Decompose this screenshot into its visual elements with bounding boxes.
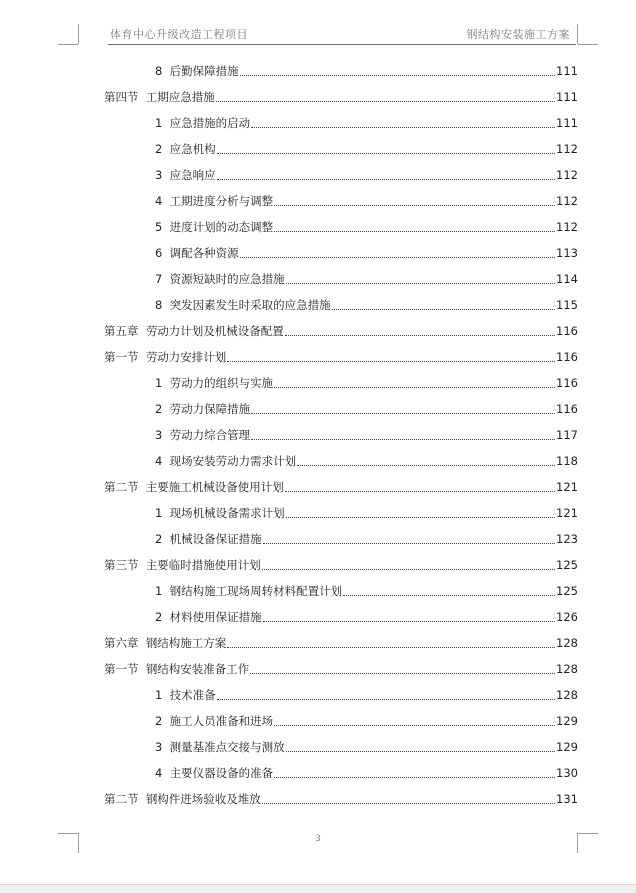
toc-entry-page: 117 — [556, 428, 578, 442]
toc-entry-spacer — [139, 552, 146, 578]
toc-entry[interactable] — [0, 708, 636, 734]
toc-entry-spacer — [162, 110, 169, 136]
toc-entry-line — [155, 604, 578, 630]
toc-entry[interactable] — [0, 578, 636, 604]
table-of-contents — [0, 58, 636, 812]
toc-entry-title: 劳动力计划及机械设备配置 — [145, 324, 284, 338]
toc-entry-number: 8 — [155, 64, 163, 78]
toc-entry[interactable] — [0, 526, 636, 552]
toc-entry-line — [155, 292, 578, 318]
toc-dot-leader — [274, 776, 555, 778]
toc-dot-leader — [250, 672, 555, 674]
toc-entry-title: 主要临时措施使用计划 — [145, 558, 261, 572]
toc-entry-number: 7 — [155, 272, 163, 286]
toc-entry-number: 第一节 — [104, 662, 139, 676]
toc-dot-leader — [285, 334, 555, 336]
toc-entry-title: 技术准备 — [169, 688, 216, 702]
toc-entry-number: 4 — [155, 454, 163, 468]
toc-entry-spacer — [162, 604, 169, 630]
toc-entry[interactable] — [0, 734, 636, 760]
crop-mark-top-right-h — [578, 44, 598, 45]
toc-entry-title: 现场机械设备需求计划 — [169, 506, 285, 520]
toc-entry-line — [155, 708, 578, 734]
toc-dot-leader — [251, 412, 555, 414]
toc-entry-title: 资源短缺时的应急措施 — [169, 272, 285, 286]
toc-entry-spacer — [162, 682, 169, 708]
toc-entry-line — [104, 552, 578, 578]
toc-entry-title: 主要仪器设备的准备 — [169, 766, 274, 780]
toc-entry-number: 1 — [155, 376, 163, 390]
toc-entry-spacer — [162, 760, 169, 786]
toc-entry-spacer — [162, 214, 169, 240]
toc-entry-title: 现场安装劳动力需求计划 — [169, 454, 297, 468]
toc-entry-page: 111 — [556, 64, 578, 78]
toc-entry-page: 128 — [556, 662, 578, 676]
toc-entry-number: 第一节 — [104, 350, 139, 364]
toc-entry-spacer — [162, 448, 169, 474]
toc-entry-line — [155, 188, 578, 214]
crop-mark-top-left-h — [58, 44, 78, 45]
toc-entry-title: 工期进度分析与调整 — [169, 194, 274, 208]
toc-entry-number: 2 — [155, 142, 163, 156]
toc-entry-page: 112 — [556, 168, 578, 182]
toc-entry-page: 118 — [556, 454, 578, 468]
toc-dot-leader — [240, 74, 555, 76]
toc-entry-spacer — [162, 292, 169, 318]
toc-entry-page: 130 — [556, 766, 578, 780]
toc-entry-line — [155, 760, 578, 786]
toc-entry[interactable] — [0, 474, 636, 500]
toc-entry-title: 应急响应 — [169, 168, 216, 182]
toc-entry-line — [104, 630, 578, 656]
toc-entry-title: 钢结构施工现场周转材料配置计划 — [169, 584, 343, 598]
toc-entry-title: 应急机构 — [169, 142, 216, 156]
toc-entry-number: 4 — [155, 194, 163, 208]
toc-dot-leader — [227, 646, 555, 648]
toc-entry-number: 第二节 — [104, 480, 139, 494]
toc-entry-page: 111 — [556, 116, 578, 130]
toc-entry-spacer — [162, 526, 169, 552]
toc-dot-leader — [285, 490, 555, 492]
toc-entry-line — [155, 500, 578, 526]
toc-entry-title: 劳动力保障措施 — [169, 402, 251, 416]
toc-entry-page: 129 — [556, 714, 578, 728]
toc-entry-line — [155, 240, 578, 266]
toc-entry-line — [155, 58, 578, 84]
toc-entry-spacer — [162, 708, 169, 734]
toc-entry-spacer — [139, 656, 146, 682]
toc-entry[interactable] — [0, 760, 636, 786]
toc-entry-title: 应急措施的启动 — [169, 116, 251, 130]
toc-entry[interactable] — [0, 552, 636, 578]
toc-entry-number: 5 — [155, 220, 163, 234]
toc-entry[interactable] — [0, 318, 636, 344]
toc-entry-title: 材料使用保证措施 — [169, 610, 262, 624]
header-project-title: 体育中心升级改造工程项目 — [110, 28, 248, 41]
toc-entry[interactable] — [0, 84, 636, 110]
toc-entry-line — [104, 84, 578, 110]
toc-entry-page: 125 — [556, 584, 578, 598]
toc-entry-spacer — [139, 318, 146, 344]
toc-entry-page: 116 — [556, 324, 578, 338]
toc-entry-line — [155, 734, 578, 760]
toc-entry-spacer — [139, 786, 146, 812]
toc-entry-number: 第六章 — [104, 636, 139, 650]
toc-entry-title: 钢结构施工方案 — [145, 636, 227, 650]
toc-entry-title: 钢结构安装准备工作 — [145, 662, 250, 676]
toc-entry-page: 131 — [556, 792, 578, 806]
toc-entry-number: 6 — [155, 246, 163, 260]
toc-entry-number: 1 — [155, 116, 163, 130]
toc-entry-line — [155, 370, 578, 396]
toc-entry-line — [155, 422, 578, 448]
toc-entry-page: 113 — [556, 246, 578, 260]
toc-entry[interactable] — [0, 370, 636, 396]
toc-dot-leader — [263, 542, 555, 544]
page-number: 3 — [315, 834, 321, 844]
toc-dot-leader — [274, 386, 555, 388]
toc-entry-title: 进度计划的动态调整 — [169, 220, 274, 234]
toc-entry-title: 工期应急措施 — [145, 90, 215, 104]
toc-dot-leader — [343, 594, 555, 596]
toc-entry[interactable] — [0, 500, 636, 526]
toc-dot-leader — [262, 802, 555, 804]
toc-entry-title: 测量基准点交接与测放 — [169, 740, 285, 754]
toc-dot-leader — [297, 464, 555, 466]
toc-entry-title: 调配各种资源 — [169, 246, 239, 260]
toc-entry-page: 126 — [556, 610, 578, 624]
toc-entry-page: 116 — [556, 376, 578, 390]
toc-dot-leader — [227, 360, 555, 362]
toc-entry[interactable] — [0, 448, 636, 474]
toc-entry-spacer — [162, 240, 169, 266]
toc-dot-leader — [286, 282, 555, 284]
toc-entry-line — [155, 448, 578, 474]
toc-entry-line — [155, 578, 578, 604]
toc-entry-page: 116 — [556, 350, 578, 364]
toc-entry-number: 2 — [155, 402, 163, 416]
toc-entry[interactable] — [0, 656, 636, 682]
toc-entry[interactable] — [0, 630, 636, 656]
toc-entry-line — [155, 110, 578, 136]
toc-entry-spacer — [162, 578, 169, 604]
toc-entry-title: 施工人员准备和进场 — [169, 714, 274, 728]
toc-entry-spacer — [162, 162, 169, 188]
toc-entry-page: 112 — [556, 142, 578, 156]
toc-entry-title: 劳动力综合管理 — [169, 428, 251, 442]
toc-dot-leader — [274, 204, 555, 206]
crop-mark-top-left-v — [78, 24, 79, 44]
toc-entry-page: 121 — [556, 480, 578, 494]
toc-entry-page: 114 — [556, 272, 578, 286]
toc-entry-number: 第三节 — [104, 558, 139, 572]
toc-entry-number: 第二节 — [104, 792, 139, 806]
toc-entry-page: 116 — [556, 402, 578, 416]
toc-entry-line — [155, 214, 578, 240]
toc-dot-leader — [217, 178, 555, 180]
toc-entry[interactable] — [0, 682, 636, 708]
toc-entry-page: 129 — [556, 740, 578, 754]
toc-entry[interactable] — [0, 786, 636, 812]
toc-entry-number: 1 — [155, 584, 163, 598]
toc-dot-leader — [217, 698, 555, 700]
toc-entry-page: 115 — [556, 298, 578, 312]
toc-entry-title: 钢构件进场验收及堆放 — [145, 792, 261, 806]
toc-entry-title: 突发因素发生时采取的应急措施 — [169, 298, 331, 312]
toc-entry-page: 125 — [556, 558, 578, 572]
toc-entry-page: 112 — [556, 220, 578, 234]
toc-entry-spacer — [162, 58, 169, 84]
toc-entry-page: 121 — [556, 506, 578, 520]
toc-entry-number: 2 — [155, 610, 163, 624]
toc-dot-leader — [263, 620, 555, 622]
toc-dot-leader — [274, 724, 555, 726]
toc-entry-page: 128 — [556, 636, 578, 650]
toc-dot-leader — [240, 256, 555, 258]
toc-entry-line — [104, 318, 578, 344]
toc-dot-leader — [251, 438, 555, 440]
toc-entry-spacer — [162, 188, 169, 214]
toc-dot-leader — [332, 308, 555, 310]
toc-entry-number: 3 — [155, 168, 163, 182]
toc-entry-number: 第四节 — [104, 90, 139, 104]
toc-dot-leader — [251, 126, 555, 128]
page-header — [108, 26, 576, 45]
toc-entry-title: 机械设备保证措施 — [169, 532, 262, 546]
toc-entry[interactable] — [0, 344, 636, 370]
toc-entry-spacer — [162, 734, 169, 760]
toc-entry-spacer — [139, 474, 146, 500]
toc-entry-number: 3 — [155, 428, 163, 442]
toc-entry[interactable] — [0, 422, 636, 448]
toc-entry-number: 1 — [155, 506, 163, 520]
toc-entry-title: 劳动力的组织与实施 — [169, 376, 274, 390]
crop-mark-top-right-v — [577, 24, 578, 44]
toc-entry-line — [155, 136, 578, 162]
toc-entry[interactable] — [0, 266, 636, 292]
toc-entry[interactable] — [0, 188, 636, 214]
toc-entry-number: 4 — [155, 766, 163, 780]
toc-entry-page: 123 — [556, 532, 578, 546]
toc-entry[interactable] — [0, 58, 636, 84]
toc-entry-line — [155, 266, 578, 292]
toc-entry[interactable] — [0, 214, 636, 240]
toc-entry-spacer — [162, 396, 169, 422]
toc-entry[interactable] — [0, 136, 636, 162]
toc-dot-leader — [217, 152, 555, 154]
toc-entry-spacer — [162, 266, 169, 292]
toc-entry-spacer — [139, 84, 146, 110]
toc-dot-leader — [286, 516, 555, 518]
toc-entry-line — [104, 474, 578, 500]
toc-dot-leader — [286, 750, 555, 752]
toc-dot-leader — [262, 568, 555, 570]
toc-entry-spacer — [162, 136, 169, 162]
toc-entry-spacer — [162, 500, 169, 526]
toc-entry-line — [155, 396, 578, 422]
toc-entry-number: 2 — [155, 714, 163, 728]
toc-dot-leader — [216, 100, 555, 102]
toc-entry-line — [155, 682, 578, 708]
toc-entry-line — [104, 786, 578, 812]
toc-entry-line — [155, 526, 578, 552]
toc-entry-line — [155, 162, 578, 188]
toc-entry-spacer — [162, 422, 169, 448]
toc-entry[interactable] — [0, 240, 636, 266]
toc-entry-title: 后勤保障措施 — [169, 64, 239, 78]
toc-entry-page: 128 — [556, 688, 578, 702]
toc-entry-number: 2 — [155, 532, 163, 546]
toc-entry[interactable] — [0, 292, 636, 318]
toc-entry[interactable] — [0, 604, 636, 630]
toc-entry-number: 8 — [155, 298, 163, 312]
header-document-title: 钢结构安装施工方案 — [466, 28, 570, 41]
toc-entry-number: 第五章 — [104, 324, 139, 338]
toc-entry-spacer — [139, 344, 146, 370]
toc-entry[interactable] — [0, 162, 636, 188]
toc-entry[interactable] — [0, 396, 636, 422]
toc-dot-leader — [274, 230, 555, 232]
toc-entry-line — [104, 656, 578, 682]
toc-entry-page: 111 — [556, 90, 578, 104]
toc-entry-spacer — [162, 370, 169, 396]
toc-entry-line — [104, 344, 578, 370]
toc-entry-number: 3 — [155, 740, 163, 754]
toc-entry-number: 1 — [155, 688, 163, 702]
toc-entry-spacer — [139, 630, 146, 656]
toc-entry[interactable] — [0, 110, 636, 136]
toc-entry-page: 112 — [556, 194, 578, 208]
toc-entry-title: 主要施工机械设备使用计划 — [145, 480, 284, 494]
toc-entry-title: 劳动力安排计划 — [145, 350, 227, 364]
